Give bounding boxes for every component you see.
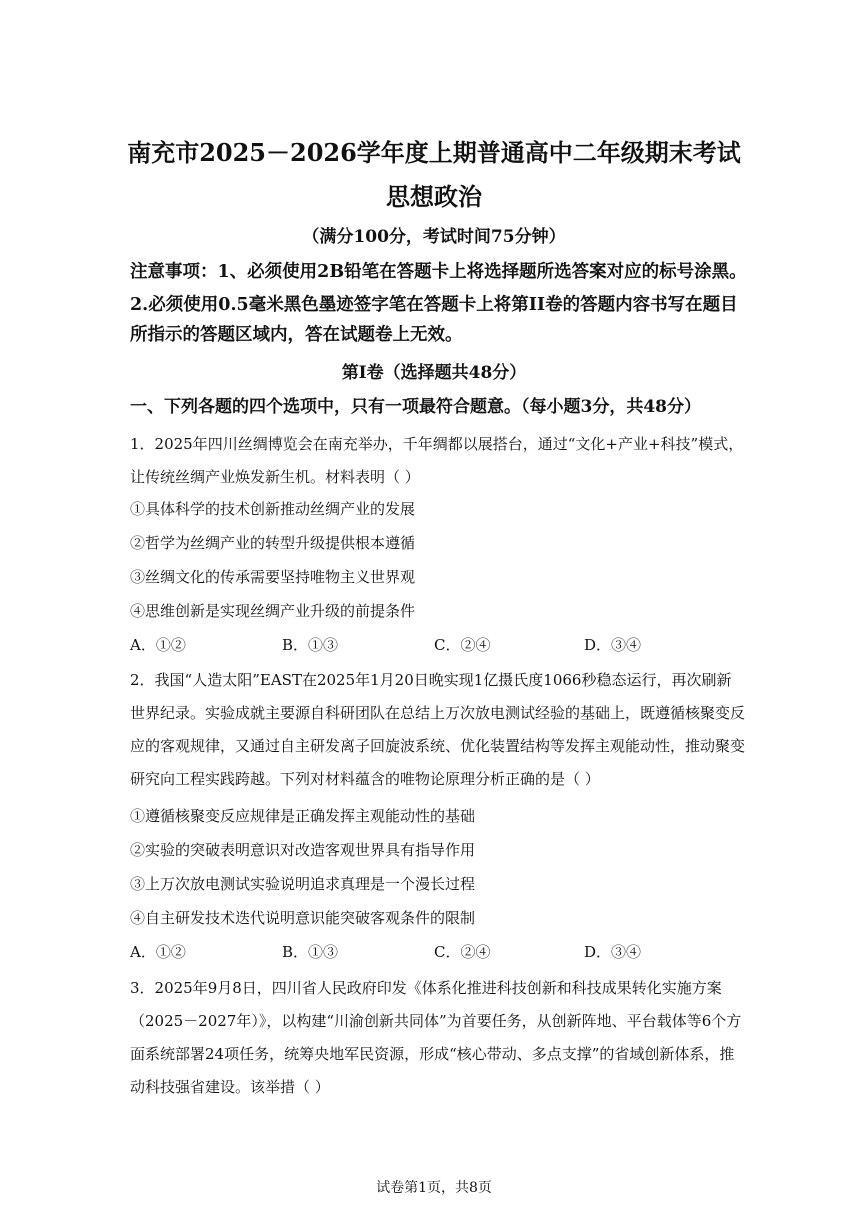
notice-line-1: 注意事项：1、必须使用2B铅笔在答题卡上将选择题所选答案对应的标号涂黑。	[130, 262, 747, 282]
question-1-item: ②哲学为丝绸产业的转型升级提供根本遵循	[130, 534, 416, 552]
section-title: 第I卷（选择题共48分）	[341, 363, 527, 383]
question-3-stem: 3．2025年9月8日，四川省人民政府印发《体系化推进科技创新和科技成果转化实施方案（2025－2027年）》，以构建“川渝创新共同体”为首要任务，从创新阵地、平台载体等6个方面系统部署24项任务，统筹央地军民资源，形成“核心带动、多点支撑”的省域创新体系，推动科技强省建设。该举措（ ）	[130, 979, 742, 1096]
question-2-item: ③上万次放电测试实验说明追求真理是一个漫长过程	[130, 875, 476, 893]
question-1-stem: 1．2025年四川丝绸博览会在南充举办，千年绸都以展搭台，通过“文化+产业+科技”模式，让传统丝绸产业焕发新生机。材料表明（ ）	[130, 435, 744, 486]
question-2-item: ②实验的突破表明意识对改造客观世界具有指导作用	[130, 841, 476, 859]
option-a: A．①②	[130, 636, 186, 654]
page-footer: 试卷第1页，共8页	[376, 1180, 492, 1196]
option-c: C．②④	[434, 943, 491, 961]
exam-info: （满分100分，考试时间75分钟）	[302, 227, 566, 247]
question-1-item: ④思维创新是实现丝绸产业升级的前提条件	[130, 602, 416, 620]
notice-line-2: 2.必须使用0.5毫米黑色墨迹签字笔在答题卡上将第II卷的答题内容书写在题目所指示的答题区域内，答在试题卷上无效。	[130, 295, 738, 345]
option-d: D．③④	[584, 943, 642, 961]
question-1-item: ③丝绸文化的传承需要坚持唯物主义世界观	[130, 568, 416, 586]
question-2-stem: 2．我国“人造太阳”EAST在2025年1月20日晚实现1亿摄氏度1066秒稳态运行，再次刷新世界纪录。实验成就主要源自科研团队在总结上万次放电测试经验的基础上，既遵循核聚变反应的客观规律，又通过自主研发离子回旋波系统、优化装置结构等发挥主观能动性，推动聚变研究向工程实践跨越。下列对材料蕴含的唯物论原理分析正确的是（ ）	[130, 671, 746, 788]
option-c: C．②④	[434, 636, 491, 654]
option-b: B．①③	[282, 636, 339, 654]
option-b: B．①③	[282, 943, 339, 961]
option-d: D．③④	[584, 636, 642, 654]
question-2-item: ④自主研发技术迭代说明意识能突破客观条件的限制	[130, 909, 476, 927]
question-2-item: ①遵循核聚变反应规律是正确发挥主观能动性的基础	[130, 807, 476, 825]
exam-title: 南充市2025－2026学年度上期普通高中二年级期末考试	[127, 138, 741, 167]
option-a: A．①②	[130, 943, 186, 961]
question-1-item: ①具体科学的技术创新推动丝绸产业的发展	[130, 500, 416, 518]
subject-title: 思想政治	[386, 182, 482, 211]
part-title: 一、下列各题的四个选项中，只有一项最符合题意。（每小题3分，共48分）	[130, 397, 701, 417]
